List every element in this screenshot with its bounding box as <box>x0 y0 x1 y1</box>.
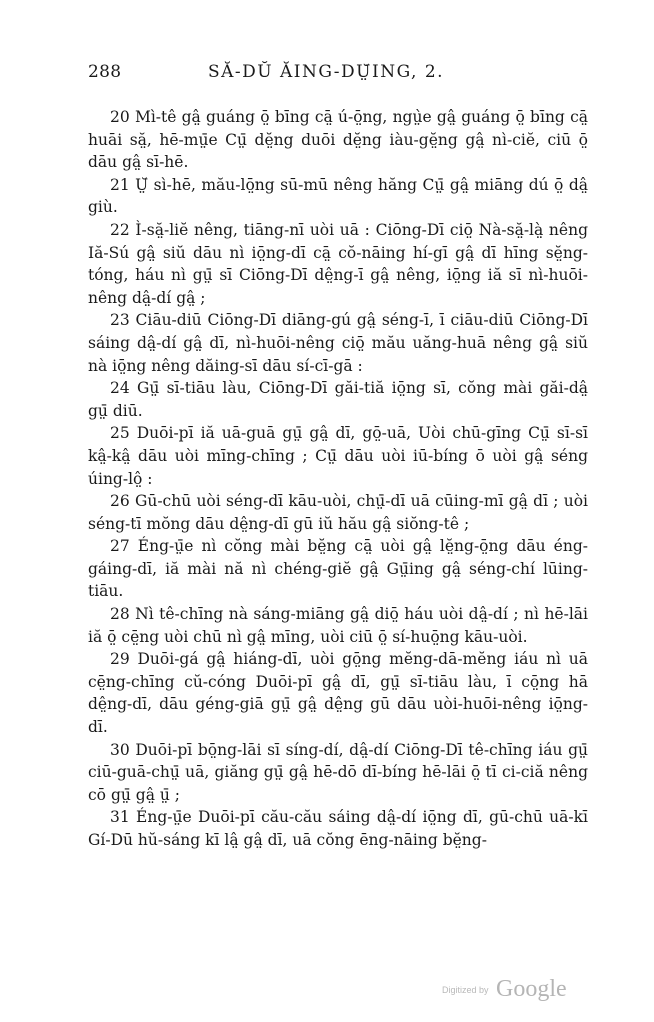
verse-24: 24 Gṳ̄ sī-tiāu làu, Ciōng-Dī găi-tiă iō̤ng sī, cŏng mài găi-dâ̤ gṳ̄ diū. <box>88 379 588 420</box>
digitized-watermark <box>442 976 567 1003</box>
verse-27: 27 Éng-ṳ̄e nì cŏng mài bĕ̤ng cā̤ uòi gâ̤ lĕ̤ng-ō̤ng dāu éng-gáing-dī, iă mài nă nì chéng-giĕ gâ̤ Gṳ̄ing gâ̤ séng-chí lūing-tiāu. <box>88 537 588 601</box>
verse-22: 22 Ì-să̤-liĕ nêng, tiāng-nī uòi uā : Ciōng-Dī ciō̤ Nà-să̤-là̤ nêng Iă-Sú gâ̤ siŭ dāu nì iō̤ng-dī cā̤ cŏ-nāing hí-gī gâ̤ dī hīng sĕ̤ng-tóng, háu nì gṳ̄ sī Ciōng-Dī dê̤ng-ī gâ̤ nêng, iō̤ng iă sī nì-huōi-nêng dâ̤-dí gâ̤ ; <box>88 220 588 307</box>
google-logo: Google <box>495 976 567 1002</box>
digitized-label: Digitized by <box>442 984 489 995</box>
verse-31: 31 Éng-ṳ̄e Duōi-pī cău-cău sáing dâ̤-dí iō̤ng dī, gū-chū uā-kī Gí-Dū hŭ-sáng kī lâ̤ gâ̤ dī, uā cŏng ēng-nāing bĕ̤ng- <box>88 808 588 849</box>
page-header <box>88 62 588 88</box>
page-number: 288 <box>88 62 122 82</box>
verse-20: 20 Mì-tê gâ̤ guáng ō̤ bīng cā̤ ú-ō̤ng, ngṳ̀e gâ̤ guáng ō̤ bīng cā̤ huāi să̤, hē-mṳ̄e Cṳ̄ dĕ̤ng duōi dĕ̤ng iàu-gĕ̤ng gâ̤ nì-ciĕ, ciū ō̤ dāu gâ̤ sī-hē. <box>88 108 588 172</box>
verse-21: 21 Ṳ̆ sì-hē, mău-lō̤ng sū-mū nêng hăng Cṳ̄ gâ̤ miāng dú ō̤ dâ̤ giù. <box>88 175 588 217</box>
verse-list <box>88 106 588 852</box>
verse-26: 26 Gū-chū uòi séng-dī kāu-uòi, chṳ̄-dī uā cūing-mī gâ̤ dī ; uòi séng-tī mŏng dāu dê̤ng-dī gū iŭ hău gâ̤ siŏng-tê ; <box>88 492 588 533</box>
verse-23: 23 Ciāu-diū Ciōng-Dī diāng-gú gâ̤ séng-ī, ī ciāu-diū Ciōng-Dī sáing dâ̤-dí gâ̤ dī, nì-huōi-nêng ciō̤ mău uăng-huā nêng gâ̤ siŭ nà iō̤ng nêng dăing-sī dāu sí-cī-gā : <box>88 311 588 375</box>
verse-29: 29 Duōi-gá gâ̤ hiáng-dī, uòi gō̤ng mĕng-dā-mĕng iáu nì uā cē̤ng-chīng cŭ-cóng Duōi-pī gâ̤ dī, gṳ̄ sī-tiāu làu, ī cō̤ng hā dê̤ng-dī, dāu géng-giā gṳ̄ gâ̤ dê̤ng gū dāu uòi-huōi-nêng iō̤ng-dī. <box>88 650 588 737</box>
running-title: SĂ-DŬ ĂING-DṲ̆ING, 2. <box>208 62 445 82</box>
verse-25: 25 Duōi-pī iă uā-guā gṳ̄ gâ̤ dī, gō̤-uā, Uòi chū-gīng Cṳ̄ sī-sī kâ̤-kâ̤ dāu uòi mīng-chīng ; Cṳ̄ dāu uòi iū-bíng ō uòi gâ̤ séng úing-lô̤ : <box>88 424 588 488</box>
verse-28: 28 Nì tê-chīng nà sáng-miāng gâ̤ diō̤ háu uòi dâ̤-dí ; nì hē-lāi iă ō̤ cē̤ng uòi chū nì gâ̤ mīng, uòi ciū ō̤ sí-huō̤ng kāu-uòi. <box>88 605 588 646</box>
book-page <box>88 62 588 852</box>
verse-30: 30 Duōi-pī bō̤ng-lāi sī síng-dí, dâ̤-dí Ciōng-Dī tê-chīng iáu gṳ̄ ciū-guā-chṳ̄ uā, giăng gṳ̄ gâ̤ hē-dō dī-bíng hē-lāi ō̤ tī ci-ciă nêng cō gṳ̄ gâ̤ ṳ̄ ; <box>88 740 588 804</box>
